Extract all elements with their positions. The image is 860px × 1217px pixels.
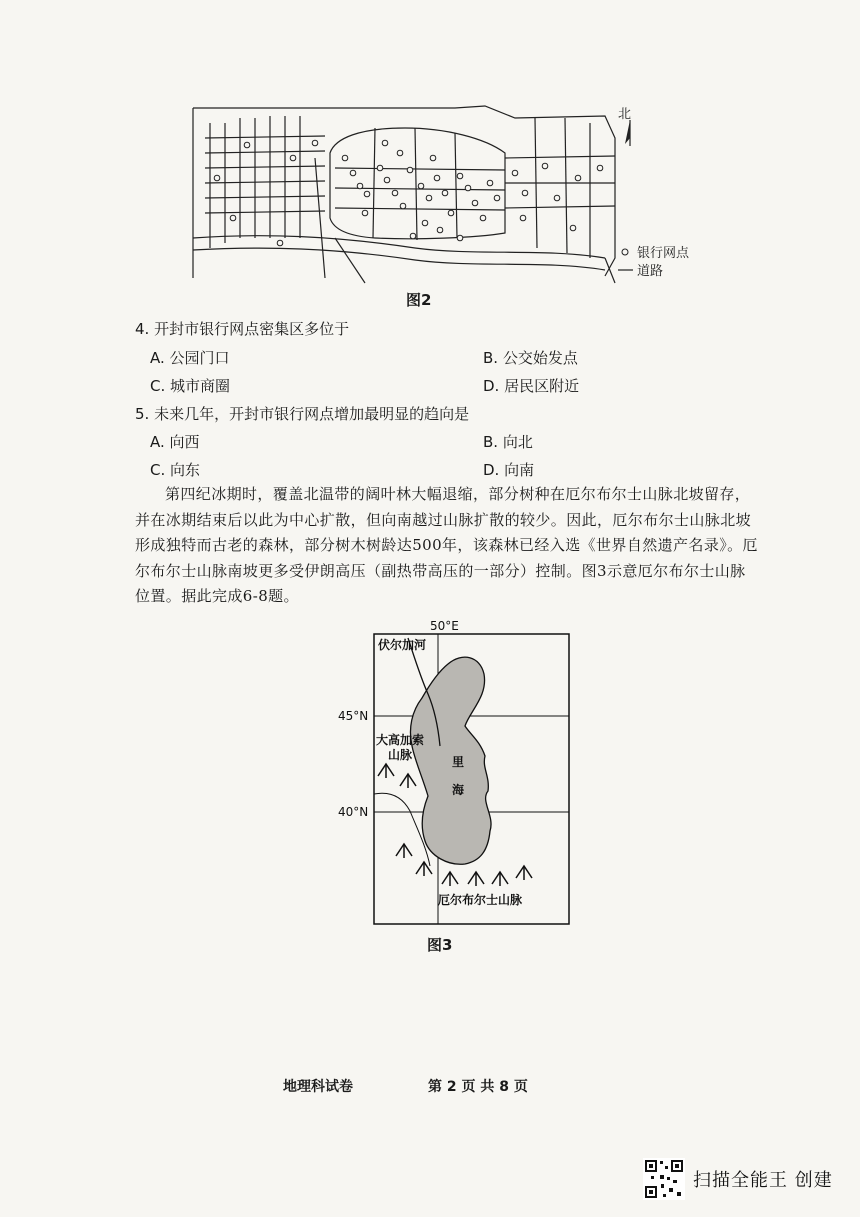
passage-text: 第四纪冰期时，覆盖北温带的阔叶林大幅退缩，部分树种在厄尔布尔士山脉北坡留存，并在冰期结束后以此为中心扩散，但向南越过山脉扩散的较少。因此，厄尔布尔士山脉北坡形成独特而古老的森林，部分树木树龄达500年，该森林已经入选《世界自然遗产名录》。厄尔布尔士山脉南坡更多受伊朗高压（副热带高压的一部分）控制。图3示意厄尔布尔士山脉位置。据此完成6-8题。 [135, 485, 758, 605]
north-arrow-icon [618, 107, 631, 146]
question-5-option-a[interactable]: A. 向西 [150, 433, 200, 451]
question-4-option-b[interactable]: B. 公交始发点 [483, 349, 578, 367]
caspian-sea [410, 657, 491, 864]
figure-3-caption: 图3 [427, 936, 453, 954]
north-label: 北 [618, 107, 632, 122]
map-legend [618, 245, 690, 279]
figure-2-caption: 图2 [406, 291, 432, 309]
figure-2-city-map [185, 98, 725, 288]
question-5-stem: 5. 未来几年，开封市银行网点增加最明显的趋向是 [135, 405, 470, 423]
elburz-label: 厄尔布尔士山脉 [438, 893, 523, 907]
volga-label: 伏尔加河 [378, 638, 427, 652]
question-5-option-c[interactable]: C. 向东 [150, 461, 201, 479]
legend-road-label: 道路 [637, 264, 664, 279]
caucasus-label-1: 大高加索 [376, 733, 425, 747]
question-4-stem: 4. 开封市银行网点密集区多位于 [135, 320, 350, 338]
question-4-option-c[interactable]: C. 城市商圈 [150, 377, 231, 395]
qr-code-icon [643, 1158, 685, 1200]
road-network [193, 106, 615, 283]
footer-page-number: 第 2 页 共 8 页 [428, 1079, 528, 1095]
footer-subject: 地理科试卷 [283, 1079, 353, 1095]
scan-watermark [643, 1158, 833, 1200]
question-5-option-b[interactable]: B. 向北 [483, 433, 533, 451]
caucasus-label-2: 山脉 [388, 748, 413, 762]
question-5-option-d[interactable]: D. 向南 [483, 461, 535, 479]
question-4-option-d[interactable]: D. 居民区附近 [483, 377, 580, 395]
sea-char-1: 里 [452, 755, 465, 769]
latitude-45-label: 45°N [338, 709, 369, 723]
question-4-option-a[interactable]: A. 公园门口 [150, 349, 230, 367]
figure-3-location-map [330, 616, 580, 928]
legend-bank-label: 银行网点 [637, 246, 690, 261]
latitude-40-label: 40°N [338, 805, 369, 819]
sea-char-2: 海 [452, 783, 465, 797]
passage [135, 482, 760, 610]
scan-badge-text: 扫描全能王 创建 [693, 1170, 833, 1191]
longitude-label: 50°E [430, 619, 459, 633]
bank-outlets [214, 140, 603, 246]
